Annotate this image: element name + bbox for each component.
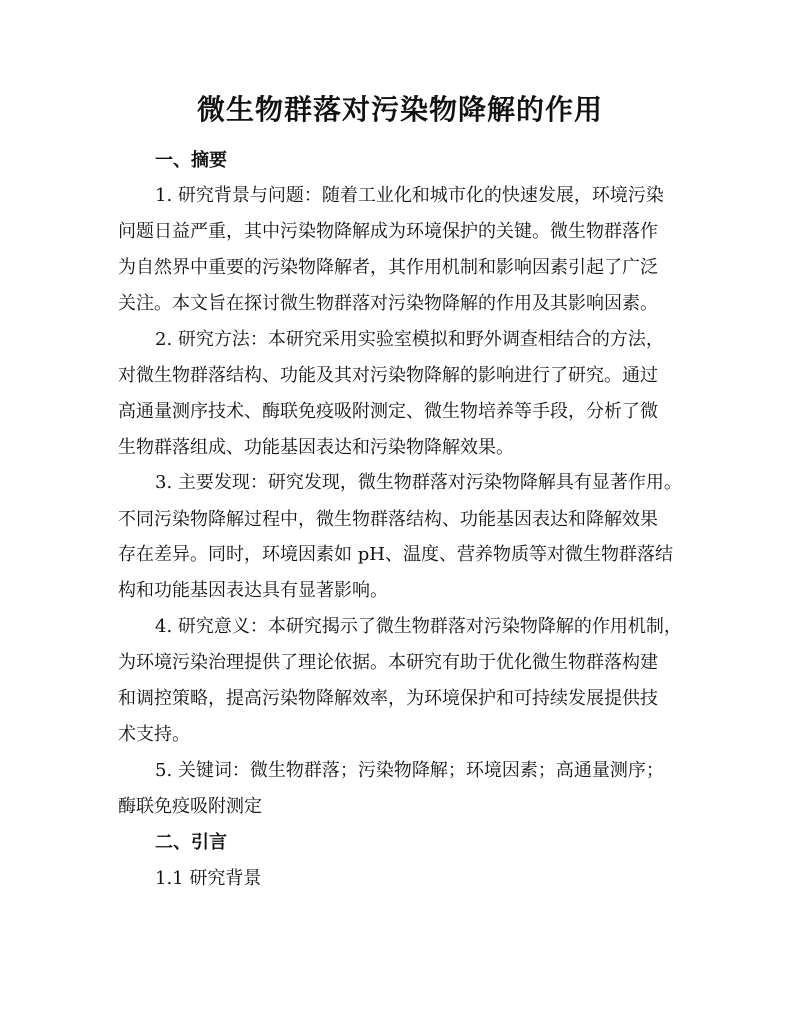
paragraph-line: 关注。本文旨在探讨微生物群落对污染物降解的作用及其影响因素。 (118, 293, 658, 314)
paragraph-line: 对微生物群落结构、功能及其对污染物降解的影响进行了研究。通过 (118, 365, 658, 386)
paragraph-line: 为自然界中重要的污染物降解者，其作用机制和影响因素引起了广泛 (118, 257, 658, 278)
paragraph-line: 高通量测序技术、酶联免疫吸附测定、微生物培养等手段，分析了微 (118, 401, 658, 422)
section-heading-abstract: 一、摘要 (155, 150, 227, 171)
paragraph-line: 5. 关键词：微生物群落；污染物降解；环境因素；高通量测序； (155, 760, 664, 781)
document-title: 微生物群落对污染物降解的作用 (196, 93, 603, 126)
paragraph-line: 3. 主要发现：研究发现，微生物群落对污染物降解具有显著作用。 (155, 472, 682, 493)
paragraph-line: 酶联免疫吸附测定 (118, 796, 262, 817)
paragraph-line: 4. 研究意义：本研究揭示了微生物群落对污染物降解的作用机制， (155, 616, 682, 637)
paragraph-line: 存在差异。同时，环境因素如 pH、温度、营养物质等对微生物群落结 (118, 544, 673, 565)
paragraph-line: 为环境污染治理提供了理论依据。本研究有助于优化微生物群落构建 (118, 652, 658, 673)
paragraph-line: 2. 研究方法：本研究采用实验室模拟和野外调查相结合的方法， (155, 329, 664, 350)
paragraph-line: 不同污染物降解过程中，微生物群落结构、功能基因表达和降解效果 (118, 509, 658, 530)
paragraph-line: 1. 研究背景与问题：随着工业化和城市化的快速发展，环境污染 (155, 185, 664, 206)
paragraph-line: 问题日益严重，其中污染物降解成为环境保护的关键。微生物群落作 (118, 221, 658, 242)
paragraph-line: 术支持。 (118, 724, 190, 745)
subsection-heading: 1.1 研究背景 (155, 868, 262, 889)
paragraph-line: 构和功能基因表达具有显著影响。 (118, 580, 388, 601)
paragraph-line: 和调控策略，提高污染物降解效率，为环境保护和可持续发展提供技 (118, 688, 658, 709)
paragraph-line: 生物群落组成、功能基因表达和污染物降解效果。 (118, 437, 514, 458)
section-heading-introduction: 二、引言 (155, 832, 227, 853)
